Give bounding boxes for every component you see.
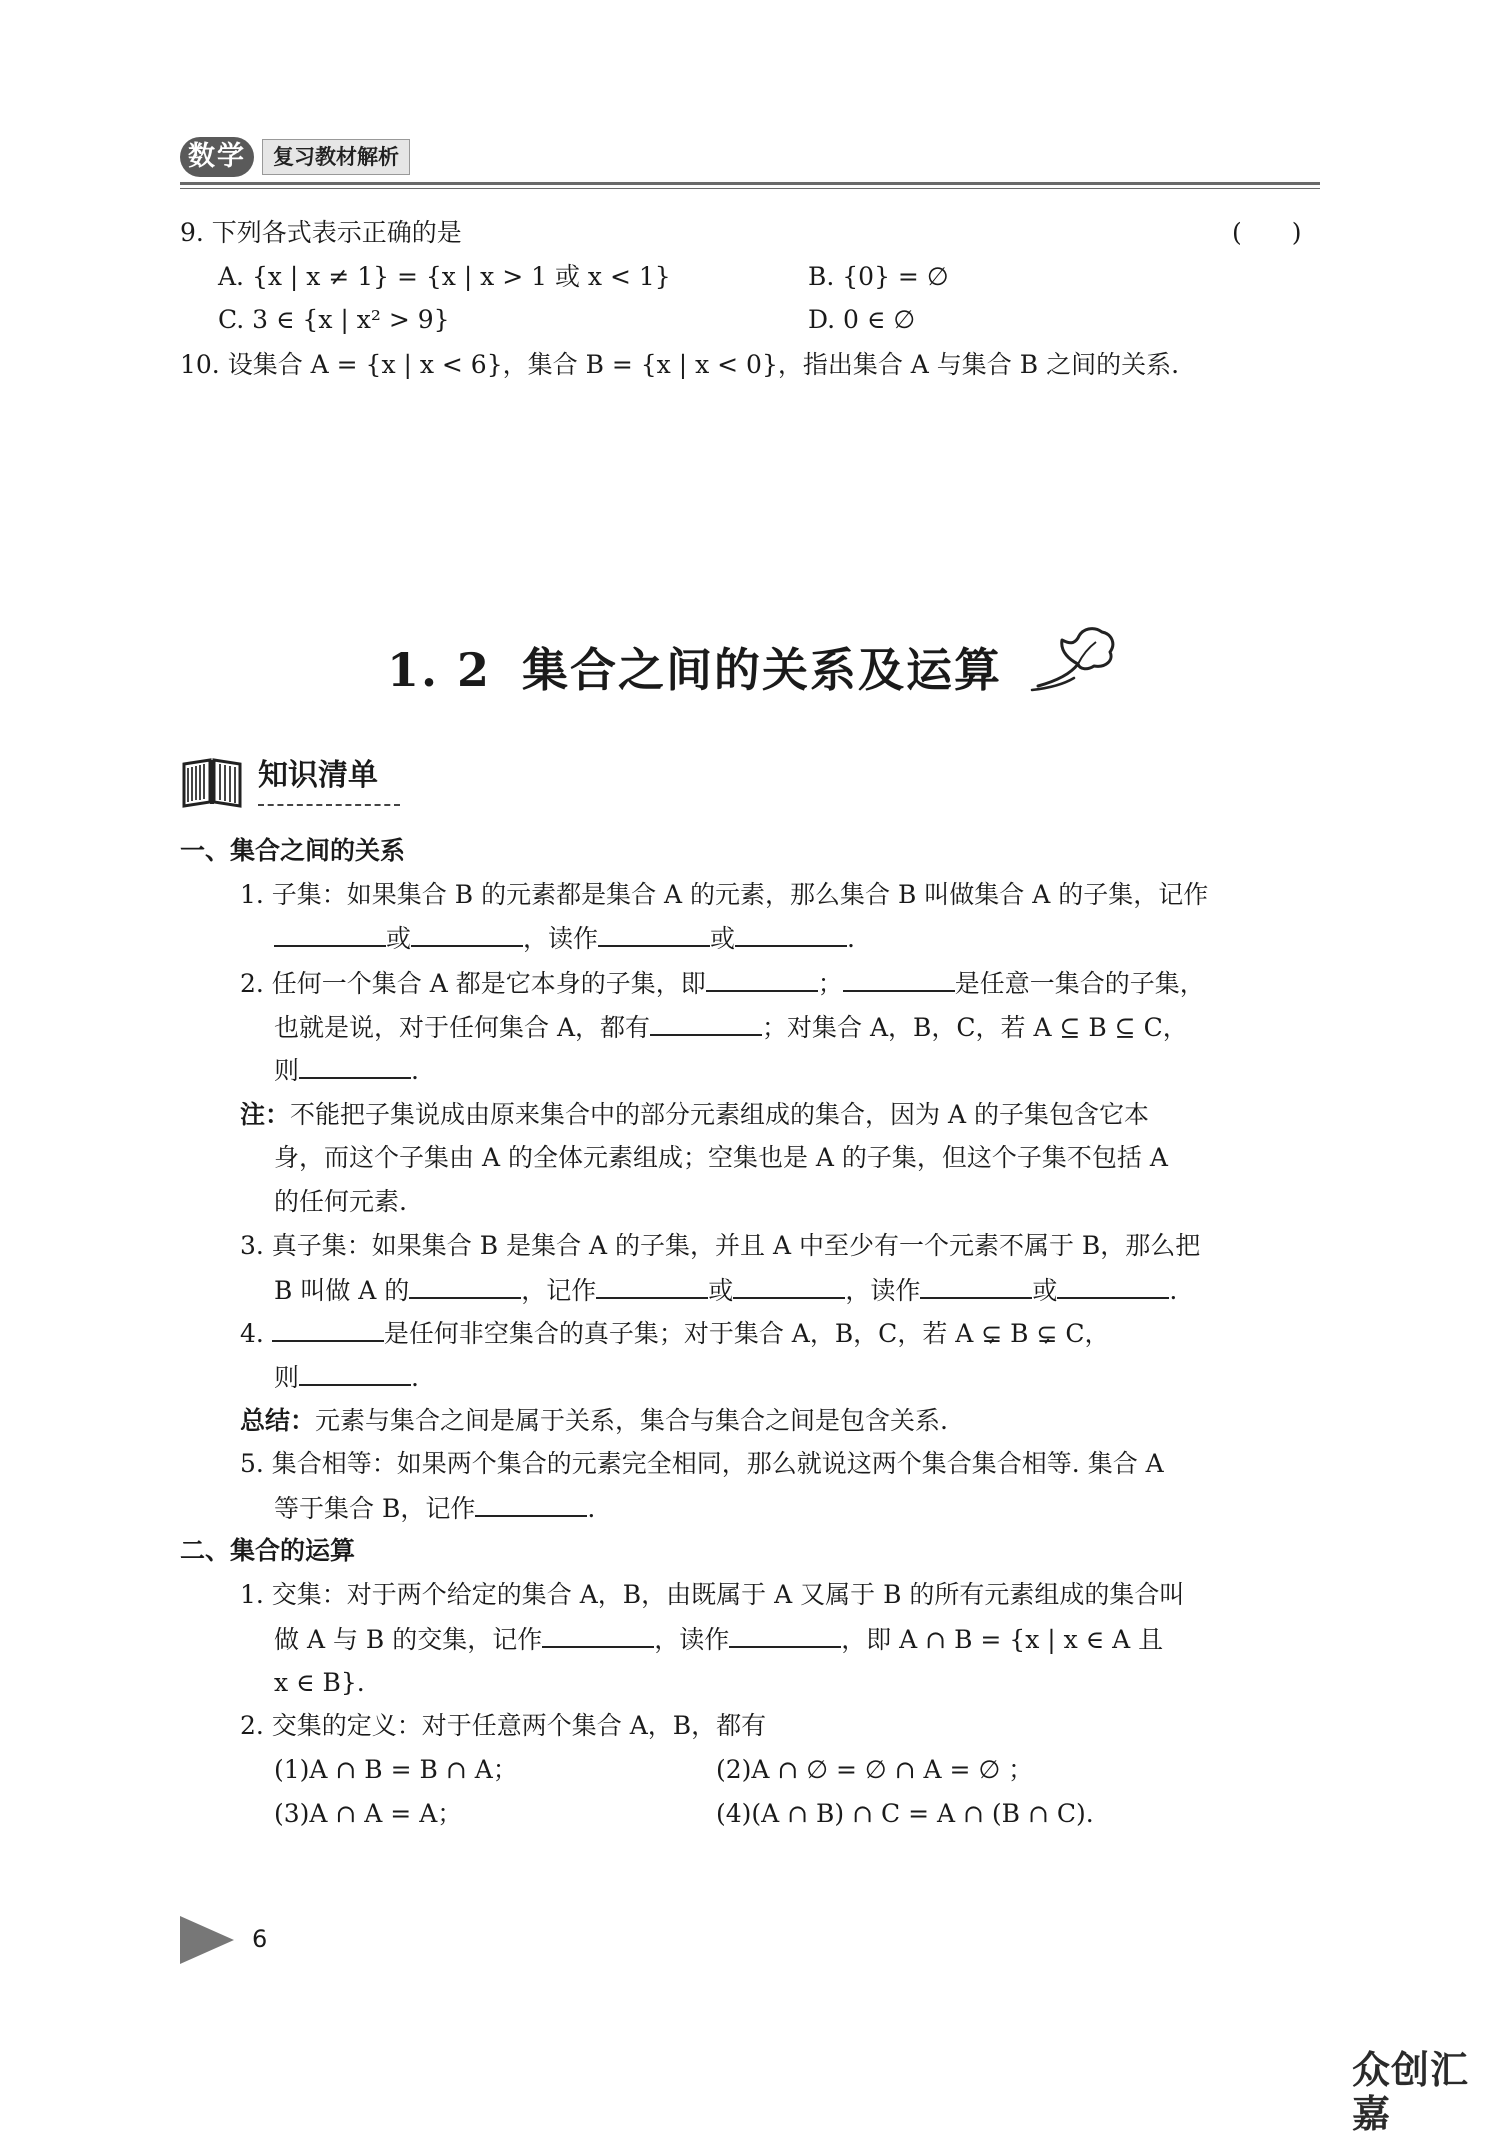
knowledge-list-label: 知识清单 — [258, 758, 378, 793]
fill-blank[interactable] — [299, 1055, 411, 1079]
p2-property-2: (2)A ∩ ∅ = ∅ ∩ A = ∅ ； — [716, 1755, 1034, 1784]
p2-item1-line1: 1. 交集：对于两个给定的集合 A，B，由既属于 A 又属于 B 的所有元素组成的集合叫 — [240, 1580, 1185, 1609]
fill-blank[interactable] — [733, 1275, 845, 1299]
ginkgo-leaf-icon — [1030, 620, 1120, 692]
p1-item1-line2: 或 ，读作 或 . — [274, 923, 855, 954]
watermark: 众创汇嘉 — [1352, 2048, 1470, 2136]
fill-blank[interactable] — [650, 1012, 762, 1036]
fill-blank[interactable] — [409, 1275, 521, 1299]
part1-heading: 一、集合之间的关系 — [180, 836, 406, 865]
p2-item1-line3: x ∈ B}. — [274, 1668, 365, 1697]
p2-property-1: (1)A ∩ B = B ∩ A； — [274, 1755, 518, 1784]
fill-blank[interactable] — [1057, 1275, 1169, 1299]
fill-blank[interactable] — [542, 1624, 654, 1648]
page-number: 6 — [252, 1925, 268, 1953]
p1-note-line1: 注：不能把子集说成由原来集合中的部分元素组成的集合，因为 A 的子集包含它本 — [240, 1100, 1149, 1129]
fill-blank[interactable] — [596, 1275, 708, 1299]
fill-blank[interactable] — [411, 923, 523, 947]
q10: 10. 设集合 A = {x | x < 6}，集合 B = {x | x < 0}，指出集合 A 与集合 B 之间的关系. — [180, 350, 1180, 379]
p1-note-line2: 身，而这个子集由 A 的全体元素组成；空集也是 A 的子集，但这个子集不包括 A — [274, 1143, 1168, 1172]
fill-blank[interactable] — [735, 923, 847, 947]
fill-blank[interactable] — [299, 1362, 411, 1386]
fill-blank[interactable] — [706, 968, 818, 992]
subject-badge: 数学 — [180, 137, 254, 177]
fill-blank[interactable] — [475, 1493, 587, 1517]
p1-item3-line1: 3. 真子集：如果集合 B 是集合 A 的子集，并且 A 中至少有一个元素不属于 B，那么把 — [240, 1231, 1201, 1260]
page-arrow-icon — [180, 1916, 234, 1964]
fill-blank[interactable] — [729, 1624, 841, 1648]
fill-blank[interactable] — [920, 1275, 1032, 1299]
q9-stem: 9. 下列各式表示正确的是 — [180, 218, 462, 247]
q9-option-b: B. {0} = ∅ — [808, 262, 949, 291]
p1-item3-line2: B 叫做 A 的 ，记作 或 ，读作 或 . — [274, 1276, 1178, 1305]
header-rule-thin — [180, 188, 1320, 189]
q9-option-a: A. {x | x ≠ 1} = {x | x > 1 或 x < 1} — [218, 262, 671, 291]
book-title: 复习教材解析 — [262, 139, 410, 175]
fill-blank[interactable] — [272, 1318, 384, 1342]
p1-item2-line2: 也就是说，对于任何集合 A，都有 ；对集合 A，B，C，若 A ⊆ B ⊆ C， — [274, 1013, 1188, 1042]
fill-blank[interactable] — [598, 923, 710, 947]
p1-item1-line1: 1. 子集：如果集合 B 的元素都是集合 A 的元素，那么集合 B 叫做集合 A 的子集，记作 — [240, 880, 1209, 909]
part2-heading: 二、集合的运算 — [180, 1536, 356, 1565]
open-book-icon — [180, 756, 244, 808]
p2-item1-line2: 做 A 与 B 的交集，记作 ，读作 ，即 A ∩ B = {x | x ∈ A 且 — [274, 1625, 1164, 1654]
p2-item2-line1: 2. 交集的定义：对于任意两个集合 A，B，都有 — [240, 1711, 767, 1740]
section-number: 1. 2 — [387, 643, 492, 697]
p1-item2-line1: 2. 任何一个集合 A 都是它本身的子集，即 ； 是任意一集合的子集， — [240, 969, 1205, 998]
p2-property-4: (4)(A ∩ B) ∩ C = A ∩ (B ∩ C). — [716, 1799, 1094, 1828]
p1-summary: 总结：元素与集合之间是属于关系，集合与集合之间是包含关系. — [240, 1406, 948, 1435]
knowledge-label-underline — [258, 804, 400, 806]
p2-property-3: (3)A ∩ A = A； — [274, 1799, 463, 1828]
q9-option-c: C. 3 ∈ {x | x² > 9} — [218, 305, 450, 334]
p1-item5-line2: 等于集合 B，记作 . — [274, 1494, 596, 1523]
q9-option-d: D. 0 ∈ ∅ — [808, 305, 916, 334]
header-rule — [180, 182, 1320, 185]
p1-note-line3: 的任何元素. — [274, 1187, 407, 1216]
p1-item4-line1: 4. 是任何非空集合的真子集；对于集合 A，B，C，若 A ⊊ B ⊊ C， — [240, 1319, 1110, 1348]
section-title: 集合之间的关系及运算 — [522, 643, 1002, 697]
p1-item4-line2: 则 . — [274, 1363, 419, 1392]
q9-answer-paren: ( ) — [1232, 218, 1302, 247]
p1-item5-line1: 5. 集合相等：如果两个集合的元素完全相同，那么就说这两个集合集合相等. 集合 A — [240, 1449, 1164, 1478]
fill-blank[interactable] — [274, 923, 386, 947]
p1-item2-line3: 则 . — [274, 1056, 419, 1085]
fill-blank[interactable] — [843, 968, 955, 992]
